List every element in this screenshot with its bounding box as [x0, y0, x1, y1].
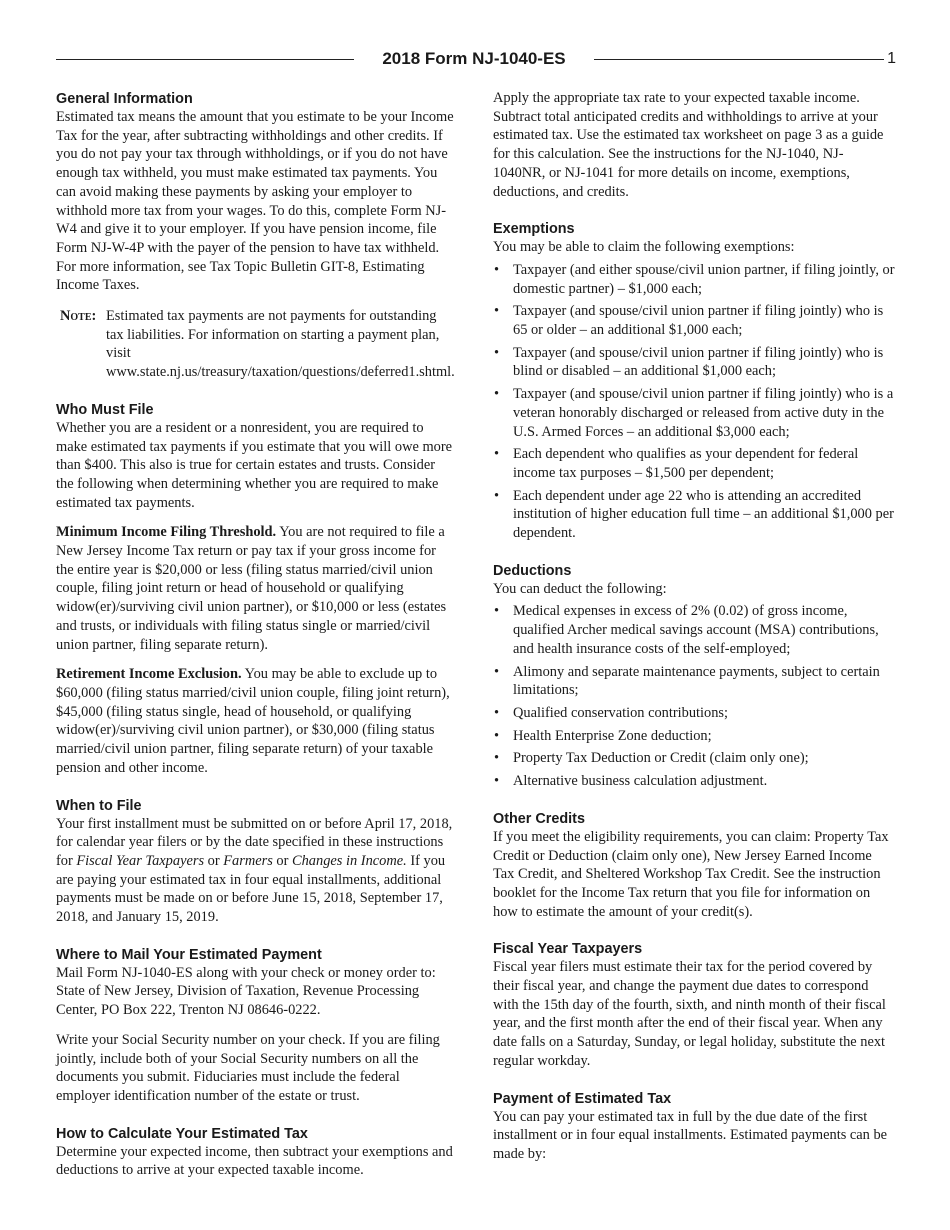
bullet-icon: •	[494, 487, 500, 504]
section-intro: You can deduct the following:	[493, 580, 667, 597]
left-column	[56, 90, 456, 1199]
note-label: Note:	[60, 308, 97, 325]
changes-in-income-ref: Changes in Income.	[292, 852, 407, 869]
header-rule-right	[594, 59, 884, 60]
list-item: • Taxpayer (and spouse/civil union partner if filing jointly) who is 65 or older – an additional $1,000 each;	[494, 303, 884, 339]
section-payment-of-estimated-tax	[493, 1090, 895, 1164]
minimum-income-label: Minimum Income Filing Threshold.	[56, 524, 277, 541]
section-when-to-file	[56, 797, 456, 927]
bullet-icon: •	[494, 704, 500, 721]
section-heading: Payment of Estimated Tax	[493, 1090, 672, 1107]
list-item: • Taxpayer (and either spouse/civil union partner, if filing jointly, or domestic partner) – $1,000 each;	[494, 261, 895, 297]
when-text-4: If you are paying your estimated tax in four equal installments, additional payments must be made on or before June 15, 2018, September 17, 2018, and January 15, 2019.	[56, 852, 446, 926]
page-header	[56, 48, 896, 72]
list-item: • Property Tax Deduction or Credit (claim only one);	[494, 750, 809, 767]
section-heading: Other Credits	[493, 810, 585, 827]
list-item: • Each dependent who qualifies as your dependent for federal income tax purposes – $1,500 per dependent;	[494, 446, 859, 481]
when-text-3: or	[272, 852, 293, 869]
section-body: If you meet the eligibility requirements, you can claim: Property Tax Credit or Deduction (claim only one), New Jersey Earned Income Tax Credit, and Sheltered Workshop Tax Credit. See the instruction booklet for the Income Tax return that you file for information on how to estimate the amount of your credit(s).	[493, 828, 889, 920]
section-other-credits	[493, 810, 895, 922]
list-item: • Taxpayer (and spouse/civil union partner if filing jointly) who is blind or disabled – an additional $1,000 each;	[494, 344, 884, 380]
when-text-1: Your first installment must be submitted on or before April 17, 2018, for calendar year filers or by the date specified in these instructions for	[56, 815, 453, 869]
section-exemptions	[493, 220, 895, 543]
page-number: 1	[887, 50, 896, 67]
bullet-icon: •	[494, 603, 500, 620]
bullet-icon: •	[494, 344, 500, 361]
section-who-must-file	[56, 401, 456, 778]
section-heading: Fiscal Year Taxpayers	[493, 941, 643, 958]
list-item: • Taxpayer (and spouse/civil union partner if filing jointly) who is a veteran honorably discharged or released from active duty in the U.S. Armed Forces – an additional $3,000 each;	[494, 386, 894, 440]
page-title: 2018 Form NJ-1040-ES	[382, 49, 566, 68]
section-body: Estimated tax means the amount that you estimate to be your Income Tax for the year, after subtracting withholdings and other credits. If you do not pay your tax through withholdings, or if you do not have enough tax withheld, you must make estimated tax payments. You can avoid making these payments by asking your employer to withhold more tax from your wages. To do this, complete Form NJ-W4 and give it to your employer. If you have pension income, file Form NJ-W-4P with the payer of the pension to have tax withheld. For more information, see Tax Topic Bulletin GIT-8, Estimating Income Taxes.	[56, 109, 454, 294]
section-body: Whether you are a resident or a nonresident, you are required to make estimated tax payments if you estimate that you will owe more than $400. This also is true for certain estates and trusts. Consider the following when determining whether you are required to make estimated tax payments.	[56, 419, 453, 511]
section-heading: Deductions	[493, 562, 572, 579]
section-body: Fiscal year filers must estimate their tax for the period covered by their fiscal year, and change the payment due dates to correspond with the 15th day of the fourth, sixth, and ninth month of their fiscal year, and the first month after the end of their fiscal year. When any date falls on a Saturday, Sunday, or legal holiday, substitute the next regular workday.	[493, 959, 886, 1069]
section-heading: How to Calculate Your Estimated Tax	[56, 1125, 308, 1142]
bullet-icon: •	[494, 773, 500, 790]
section-heading: When to File	[56, 797, 142, 814]
section-body	[56, 815, 456, 927]
farmers-ref: Farmers	[223, 852, 273, 869]
right-column	[493, 89, 895, 1183]
list-item: • Alternative business calculation adjustment.	[494, 773, 768, 790]
bullet-icon: •	[494, 303, 500, 320]
section-body: You can pay your estimated tax in full by the due date of the first installment or in four equal installments. Estimated payments can be made by:	[493, 1108, 888, 1162]
section-heading: General Information	[56, 91, 193, 107]
note-block	[56, 307, 456, 382]
minimum-income-paragraph	[56, 523, 456, 654]
retirement-income-paragraph	[56, 665, 456, 777]
section-fiscal-year-taxpayers	[493, 940, 895, 1070]
section-body: Mail Form NJ-1040-ES along with your check or money order to: State of New Jersey, Division of Taxation, Revenue Processing Center, PO Box 222, Trenton NJ 08646-0222.	[56, 964, 436, 1019]
section-calculate-continued	[493, 89, 895, 201]
header-rule-left	[56, 59, 354, 60]
section-heading: Exemptions	[493, 221, 575, 238]
fiscal-year-taxpayers-ref: Fiscal Year Taxpayers	[76, 852, 205, 869]
retirement-income-label: Retirement Income Exclusion.	[56, 666, 242, 683]
bullet-icon: •	[494, 446, 500, 463]
section-body-2: Write your Social Security number on your check. If you are filing jointly, include both of your Social Security numbers on all the documents you submit. Fiduciaries must include the federal employer identification number of the estate or trust.	[56, 1031, 440, 1104]
section-intro: You may be able to claim the following exemptions:	[493, 239, 795, 256]
list-item: • Alimony and separate maintenance payments, subject to certain limitations;	[494, 663, 880, 699]
section-general-information	[56, 90, 456, 382]
list-item: • Health Enterprise Zone deduction;	[494, 727, 712, 744]
section-body: Determine your expected income, then subtract your exemptions and deductions to arrive at your expected taxable income.	[56, 1143, 453, 1179]
bullet-icon: •	[494, 727, 500, 744]
section-deductions	[493, 562, 895, 791]
minimum-income-text: You are not required to file a New Jersey Income Tax return or pay tax if your gross income for the entire year is $20,000 or less (filing status married/civil union couple, filing joint return or head of household or qualifying widow(er)/surviving civil union partner), or $10,000 or less (estates and trusts, or individuals with filing status single or married/civil union partner, filing separate return).	[56, 524, 447, 653]
section-heading: Who Must File	[56, 401, 154, 418]
list-item: • Each dependent under age 22 who is attending an accredited institution of higher education full time – an additional $1,000 per dependent.	[494, 487, 894, 542]
section-where-to-mail	[56, 946, 456, 1106]
list-item: • Medical expenses in excess of 2% (0.02) of gross income, qualified Archer medical savings account (MSA) contributions, and health insurance costs of the self-employed;	[494, 603, 879, 657]
deductions-list	[493, 602, 895, 790]
section-how-to-calculate	[56, 1125, 456, 1180]
list-item: • Qualified conservation contributions;	[494, 704, 729, 721]
note-text: Estimated tax payments are not payments for outstanding tax liabilities. For information on starting a payment plan, visit www.state.nj.us/treasury/taxation/questions/deferred1.shtml.	[106, 308, 455, 381]
exemptions-list	[493, 261, 895, 543]
bullet-icon: •	[494, 386, 500, 403]
bullet-icon: •	[494, 261, 500, 278]
section-heading: Where to Mail Your Estimated Payment	[56, 946, 322, 963]
bullet-icon: •	[494, 750, 500, 767]
section-body: Apply the appropriate tax rate to your expected taxable income. Subtract total anticipated credits and withholdings to arrive at your estimated tax. Use the estimated tax worksheet on page 3 as a guide for this calculation. See the instructions for the NJ-1040, NJ-1040NR, or NJ-1041 for more details on income, exemptions, deductions, and credits.	[493, 90, 884, 200]
bullet-icon: •	[494, 663, 500, 680]
retirement-income-text: You may be able to exclude up to $60,000 (filing status married/civil union couple, filing joint return), $45,000 (filing status single, head of household, or qualifying widow(er)/surviving civil union partner), or $30,000 (filing status married/civil union partner, filing separate return) of your taxable pension and other income.	[56, 666, 450, 776]
when-text-2: or	[204, 852, 224, 869]
